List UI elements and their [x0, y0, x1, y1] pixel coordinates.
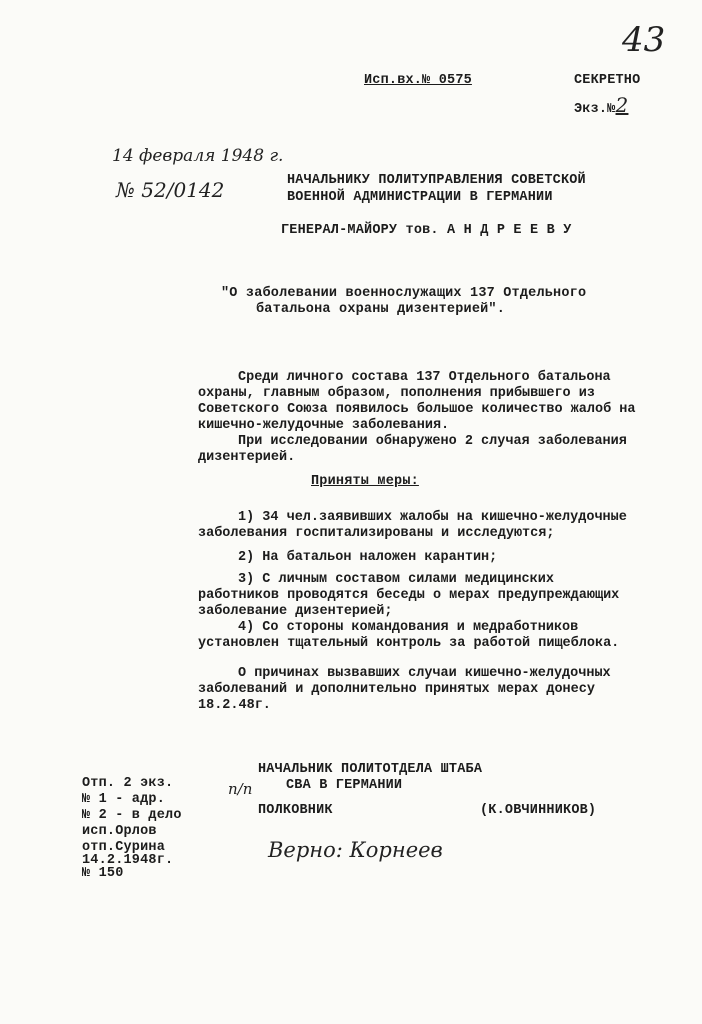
incoming-reference: Исп.вх.№ 0575: [364, 73, 472, 88]
measure-2: 2) На батальон наложен карантин;: [238, 550, 498, 565]
classification-label: СЕКРЕТНО: [574, 73, 641, 88]
page-number: 43: [622, 20, 666, 60]
signatory-title-line-1: НАЧАЛЬНИК ПОЛИТОТДЕЛА ШТАБА: [258, 762, 483, 777]
copy-number-handwritten: 2: [615, 93, 629, 117]
verified-signature: Верно: Корнеев: [268, 838, 443, 862]
copy-number: [574, 93, 628, 117]
distribution-line-1: Отп. 2 экз.: [82, 776, 174, 791]
handwritten-outgoing-number: № 52/0142: [116, 178, 225, 202]
distribution-line-7: № 150: [82, 866, 124, 881]
addressee-line-2: ВОЕННОЙ АДМИНИСТРАЦИИ В ГЕРМАНИИ: [287, 190, 553, 205]
measure-3: 3) С личным составом силами медицинских работников проводятся беседы о мерах предупреждающих заболевание дизентерией;: [198, 572, 620, 619]
measure-1: 1) 34 чел.заявивших жалобы на кишечно-желудочные заболевания госпитализированы и исследуются;: [198, 510, 627, 541]
signatory-title-line-2: СВА В ГЕРМАНИИ: [286, 778, 403, 793]
measure-4: 4) Со стороны командования и медработников установлен тщательный контроль за работой пищеблока.: [198, 620, 620, 651]
subject-line-2: батальона охраны дизентерией".: [256, 302, 506, 317]
distribution-line-2: № 1 - адр.: [82, 792, 166, 807]
signature-mark: п/п: [228, 780, 253, 798]
signatory-name: (К.ОВЧИННИКОВ): [480, 803, 597, 818]
distribution-line-5: отп.Сурина: [82, 840, 166, 855]
addressee-line-1: НАЧАЛЬНИКУ ПОЛИТУПРАВЛЕНИЯ СОВЕТСКОЙ: [287, 173, 586, 188]
copy-prefix: Экз.№: [574, 102, 616, 117]
body-paragraph-1: Среди личного состава 137 Отдельного батальона охраны, главным образом, пополнения прибывшего из Советского Союза появилось большое количество жалоб на кишечно-желудочные заболевания.: [198, 370, 636, 433]
distribution-line-6: 14.2.1948г.: [82, 853, 174, 868]
measures-heading: Приняты меры:: [311, 474, 419, 489]
distribution-line-4: исп.Орлов: [82, 824, 157, 839]
body-paragraph-2: При исследовании обнаружено 2 случая заболевания дизентерией.: [198, 434, 627, 465]
distribution-line-3: № 2 - в дело: [82, 808, 182, 823]
addressee-line-3: ГЕНЕРАЛ-МАЙОРУ тов. А Н Д Р Е Е В У: [281, 223, 572, 238]
closing-paragraph: О причинах вызвавших случаи кишечно-желудочных заболеваний и дополнительно принятых мерах донесу 18.2.48г.: [198, 666, 611, 713]
subject-line-1: "О заболевании военнослужащих 137 Отдельного: [221, 286, 587, 301]
handwritten-date: 14 февраля 1948 г.: [112, 146, 284, 166]
signatory-rank: ПОЛКОВНИК: [258, 803, 333, 818]
